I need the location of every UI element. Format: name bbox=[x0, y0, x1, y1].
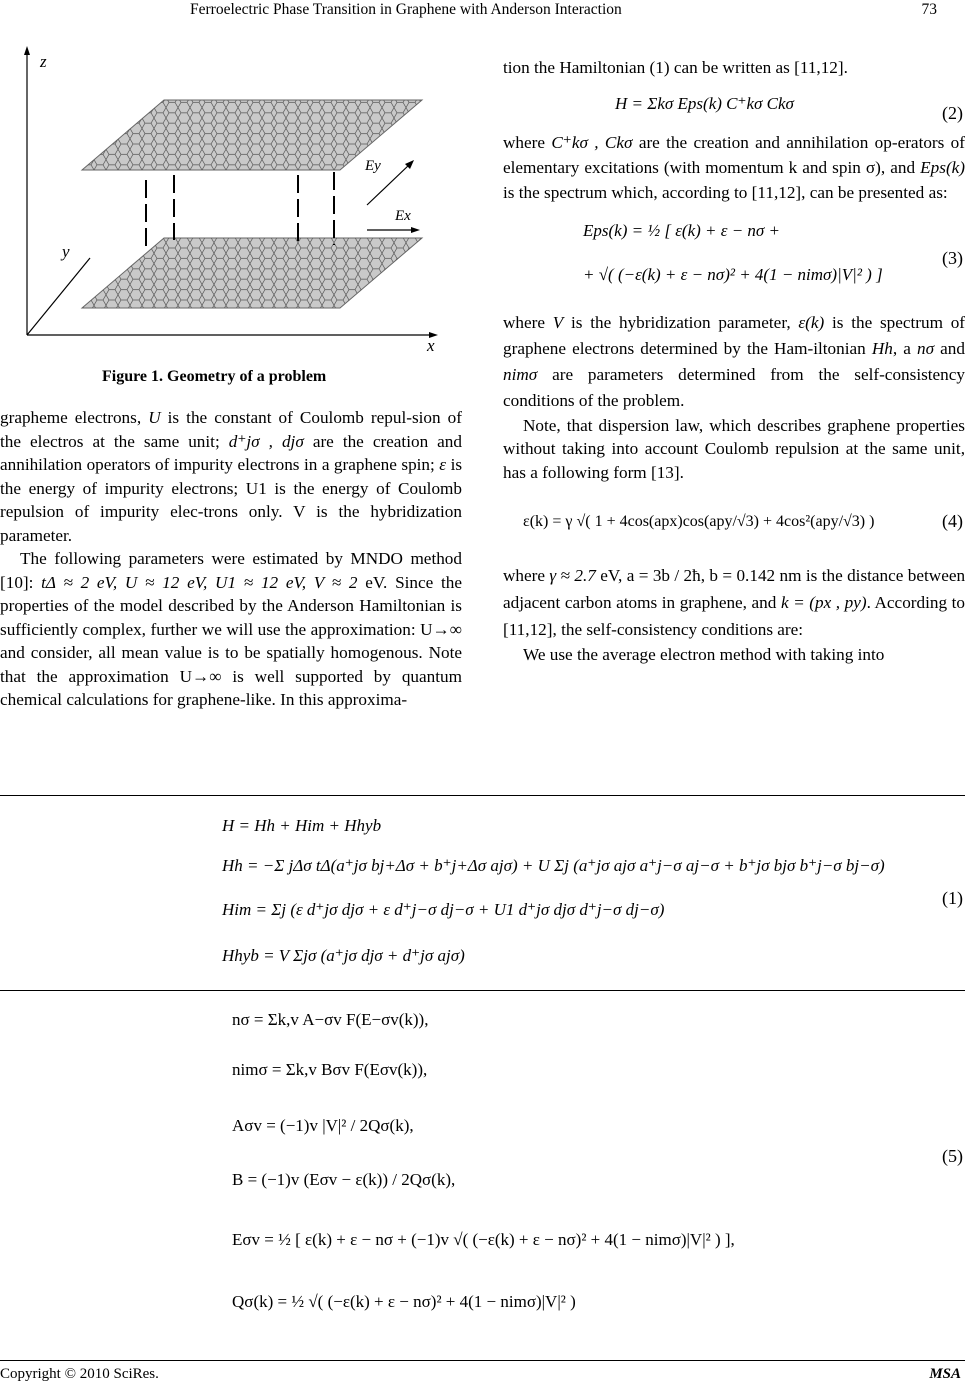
figure-caption: Figure 1. Geometry of a problem bbox=[102, 368, 327, 385]
rule-footer bbox=[0, 1360, 965, 1361]
equation-5-number: (5) bbox=[942, 1146, 963, 1166]
equation-2: H = Σkσ Eps(k) C⁺kσ Ckσ (2) bbox=[503, 80, 965, 130]
y-axis bbox=[27, 258, 90, 335]
running-header bbox=[0, 0, 965, 22]
right-paragraph-4: Note, that dispersion law, which describes graphene properties without taking into account Coulomb repulsion at the same unit, has a following form [13]. bbox=[503, 415, 965, 482]
axis-label-y: y bbox=[62, 242, 70, 261]
right-paragraph-2: where C⁺kσ , Ckσ are the creation and annihilation op-erators of elementary excitations (with momentum k and spin σ), and Eps(k) is the spectrum which, according to [11,12], can be presented as: bbox=[503, 132, 965, 202]
left-paragraph-1: grapheme electrons, U is the constant of Coulomb repul-sion of the electros at the same unit; d⁺jσ , djσ are the creation and annihilation operators of impurity electrons in a graphene spin; ε is the energy of impurity electrons; U1 is the energy of Coulomb repulsion of impurity elec-trons only. V is the hybridization parameter. bbox=[0, 408, 463, 545]
right-paragraph-6: We use the average electron method with taking into bbox=[523, 645, 885, 664]
equation-1-line-2: Hh = −Σ jΔσ tΔ(a⁺jσ bj+Δσ + b⁺j+Δσ ajσ) + U Σj (a⁺jσ ajσ a⁺j−σ aj−σ + b⁺jσ bjσ b⁺j−σ bj−σ) bbox=[222, 856, 885, 875]
copyright: Copyright © 2010 SciRes. bbox=[0, 1366, 159, 1382]
equation-5 bbox=[232, 1010, 922, 1342]
equation-1-line-3: Him = Σj (ε d⁺jσ djσ + ε d⁺j−σ dj−σ + U1 d⁺jσ djσ d⁺j−σ dj−σ) bbox=[222, 900, 665, 919]
equation-5-line-4: B = (−1)v (Eσv − ε(k)) / 2Qσ(k), bbox=[232, 1170, 456, 1189]
equation-1-number: (1) bbox=[942, 888, 963, 908]
rule-top bbox=[0, 795, 965, 796]
figure-graphene-geometry bbox=[22, 40, 462, 360]
right-paragraph-1: tion the Hamiltonian (1) can be written as [11,12]. bbox=[503, 58, 848, 77]
page-number: 73 bbox=[921, 1, 937, 18]
figure-1 bbox=[22, 40, 462, 360]
equation-5-line-6: Qσ(k) = ½ √( (−ε(k) + ε − nσ)² + 4(1 − nimσ)|V|² ) bbox=[232, 1292, 576, 1311]
equation-1-line-1: H = Hh + Him + Hhyb bbox=[222, 816, 382, 835]
equation-3-line-2: + √( (−ε(k) + ε − nσ)² + 4(1 − nimσ)|V|² ) ] bbox=[583, 264, 883, 284]
equation-5-line-2: nimσ = Σk,v Bσv F(Eσv(k)), bbox=[232, 1060, 428, 1079]
field-label-ey: Ey bbox=[365, 158, 381, 174]
right-paragraph-5: where γ ≈ 2.7 eV, a = 3b / 2ħ, b = 0.142 nm is the distance between adjacent carbon atoms in graphene, and k = (px , py). According to [11,12], the self-consistency conditions are: bbox=[503, 566, 965, 639]
left-paragraph-2: The following parameters were estimated by MNDO method [10]: tΔ ≈ 2 eV, U ≈ 12 eV, U1 ≈ 12 eV, V ≈ 2 eV. Since the properties of the model described by the Anderson Hamiltonian is sufficiently complex, further we will use the approximation: U→∞ and consider, all mean value is to be spatially homogenous. Note that the approximation U→∞ is well supported by quantum chemical calculations for graphene-like. In this approxima- bbox=[0, 549, 463, 709]
equation-3 bbox=[503, 205, 965, 310]
equation-1-line-4: Hhyb = V Σjσ (a⁺jσ djσ + d⁺jσ ajσ) bbox=[222, 946, 465, 965]
equation-5-line-3: Aσv = (−1)v |V|² / 2Qσ(k), bbox=[232, 1116, 414, 1135]
equation-5-line-1: nσ = Σk,v A−σv F(E−σv(k)), bbox=[232, 1010, 429, 1029]
rule-middle bbox=[0, 990, 965, 991]
right-paragraph-3: where V is the hybridization parameter, ε(k) is the spectrum of graphene electrons determined by the Ham-iltonian Hh, a nσ and nimσ are parameters determined from the self-consistency conditions of the problem. bbox=[503, 312, 965, 410]
equation-5-line-5: Eσv = ½ [ ε(k) + ε − nσ + (−1)v √( (−ε(k) + ε − nσ)² + 4(1 − nimσ)|V|² ) ], bbox=[232, 1230, 735, 1249]
equation-4-number: (4) bbox=[942, 511, 963, 531]
field-label-ex: Ex bbox=[395, 208, 411, 224]
journal-abbrev: MSA bbox=[929, 1366, 961, 1382]
equation-1 bbox=[222, 816, 922, 986]
equation-3-line-1: Eps(k) = ½ [ ε(k) + ε − nσ + bbox=[583, 220, 781, 240]
axis-label-z: z bbox=[40, 52, 47, 71]
equation-3-number: (3) bbox=[942, 247, 963, 268]
right-column bbox=[503, 56, 965, 667]
left-column bbox=[0, 406, 462, 712]
equation-4: ε(k) = γ √( 1 + 4cos(apx)cos(apy/√3) + 4cos²(apy/√3) ) (4) bbox=[503, 484, 965, 562]
running-title: Ferroelectric Phase Transition in Graphene with Anderson Interaction bbox=[190, 1, 622, 18]
axis-label-x: x bbox=[427, 336, 435, 355]
equation-2-number: (2) bbox=[942, 102, 963, 123]
